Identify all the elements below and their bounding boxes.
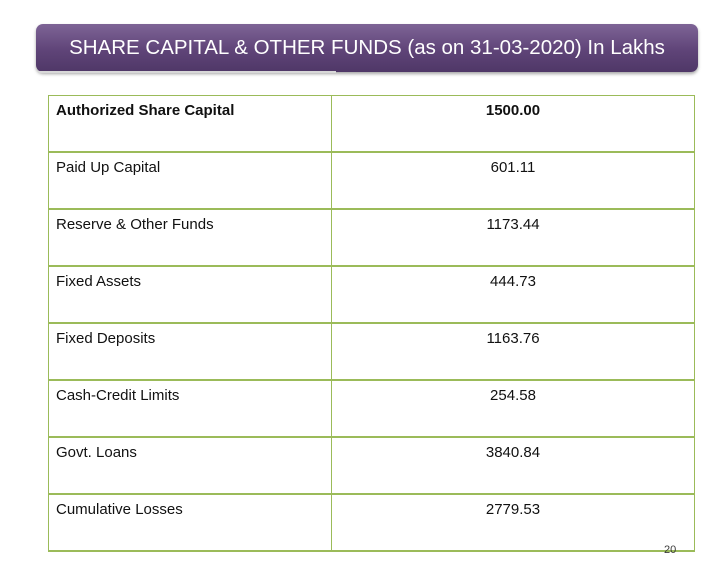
row-label: Authorized Share Capital: [49, 96, 332, 153]
table-row: [49, 209, 695, 266]
table-row: [49, 494, 695, 551]
share-capital-table: [48, 95, 695, 552]
row-value: 601.11: [332, 152, 695, 209]
row-label: Paid Up Capital: [49, 152, 332, 209]
table-row: [49, 323, 695, 380]
row-label: Cumulative Losses: [49, 494, 332, 551]
table-row: [49, 266, 695, 323]
row-value: 444.73: [332, 266, 695, 323]
slide-title: [36, 24, 698, 72]
row-value: 1173.44: [332, 209, 695, 266]
row-value: 1163.76: [332, 323, 695, 380]
row-label: Reserve & Other Funds: [49, 209, 332, 266]
row-label: Fixed Deposits: [49, 323, 332, 380]
row-label: Fixed Assets: [49, 266, 332, 323]
table-row: [49, 380, 695, 437]
row-value: 1500.00: [332, 96, 695, 153]
title-underline-divider: [38, 71, 336, 73]
table-row: [49, 437, 695, 494]
slide-title-text: SHARE CAPITAL & OTHER FUNDS (as on 31-03-2020) In Lakhs: [69, 36, 665, 59]
row-label: Govt. Loans: [49, 437, 332, 494]
page-number: 20: [664, 544, 677, 556]
row-value: 3840.84: [332, 437, 695, 494]
row-value: 2779.53: [332, 494, 695, 551]
row-label: Cash-Credit Limits: [49, 380, 332, 437]
table-row: [49, 96, 695, 153]
table-row: [49, 152, 695, 209]
row-value: 254.58: [332, 380, 695, 437]
